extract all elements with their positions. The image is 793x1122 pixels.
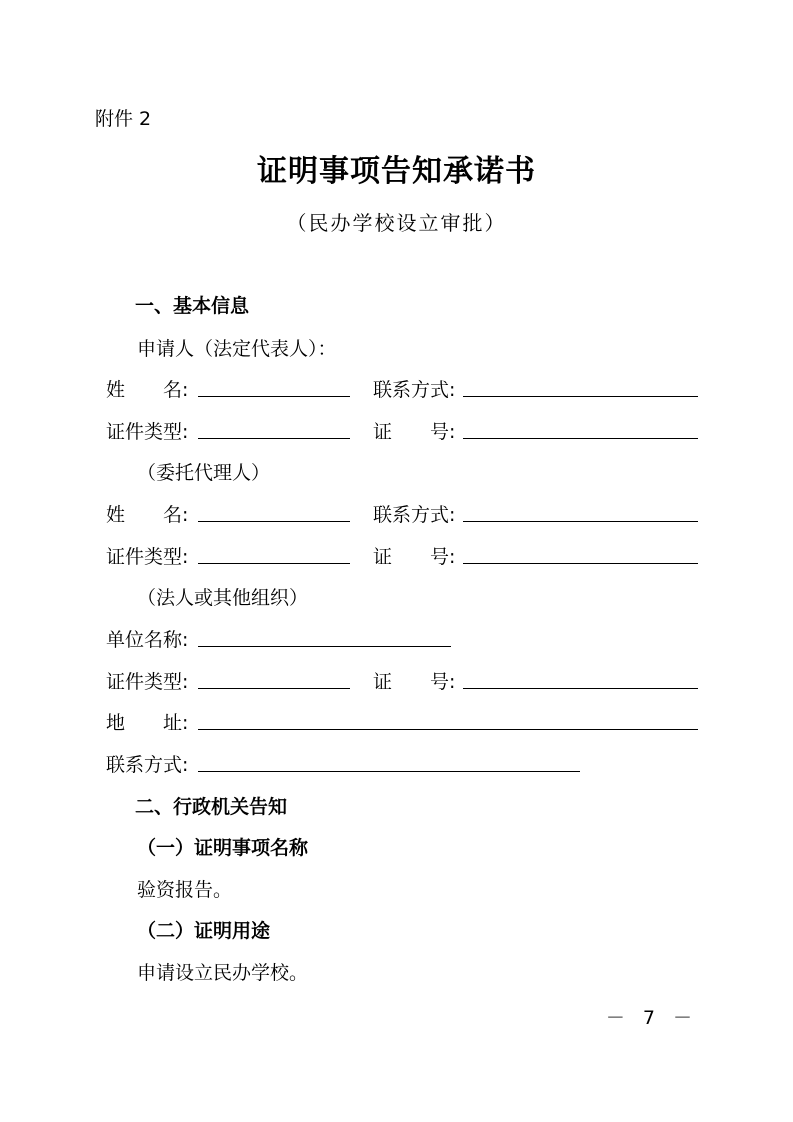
agent-contact-label: 联系方式: [373,504,456,526]
org-contact-field[interactable] [198,771,580,772]
agent-label: （委托代理人） [137,462,271,484]
agent-contact-field[interactable] [463,521,698,522]
item2-heading: （二）证明用途 [137,920,271,942]
agent-name-field[interactable] [198,521,350,522]
applicant-idno-label: 证 号: [373,421,456,443]
agent-idno-field[interactable] [463,563,698,564]
org-contact-label: 联系方式: [106,754,189,776]
agent-idtype-field[interactable] [198,563,350,564]
applicant-contact-field[interactable] [463,396,698,397]
org-label: （法人或其他组织） [137,587,309,609]
item1-heading: （一）证明事项名称 [137,837,309,859]
document-subtitle: （民办学校设立审批） [286,211,507,235]
org-address-field[interactable] [198,729,698,730]
agent-name-label: 姓 名: [106,504,189,526]
agent-idno-label: 证 号: [373,546,456,568]
org-idtype-label: 证件类型: [106,671,189,693]
org-idno-label: 证 号: [373,671,456,693]
page-number: － 7 － [605,1007,698,1029]
attachment-label: 附件 2 [95,108,152,130]
document-title: 证明事项告知承诺书 [257,154,536,189]
applicant-idtype-field[interactable] [198,438,350,439]
applicant-name-field[interactable] [198,396,350,397]
section-basic-info-heading: 一、基本信息 [135,295,250,317]
org-address-label: 地 址: [106,712,189,734]
org-idno-field[interactable] [463,688,698,689]
agent-idtype-label: 证件类型: [106,546,189,568]
applicant-idno-field[interactable] [463,438,698,439]
org-unit-label: 单位名称: [106,629,189,651]
applicant-contact-label: 联系方式: [373,379,456,401]
org-unit-field[interactable] [198,646,451,647]
item1-text: 验资报告。 [137,879,233,901]
applicant-name-label: 姓 名: [106,379,189,401]
item2-text: 申请设立民办学校。 [137,962,309,984]
org-idtype-field[interactable] [198,688,350,689]
applicant-idtype-label: 证件类型: [106,421,189,443]
section-notice-heading: 二、行政机关告知 [135,796,288,818]
applicant-label: 申请人（法定代表人）： [137,338,337,360]
